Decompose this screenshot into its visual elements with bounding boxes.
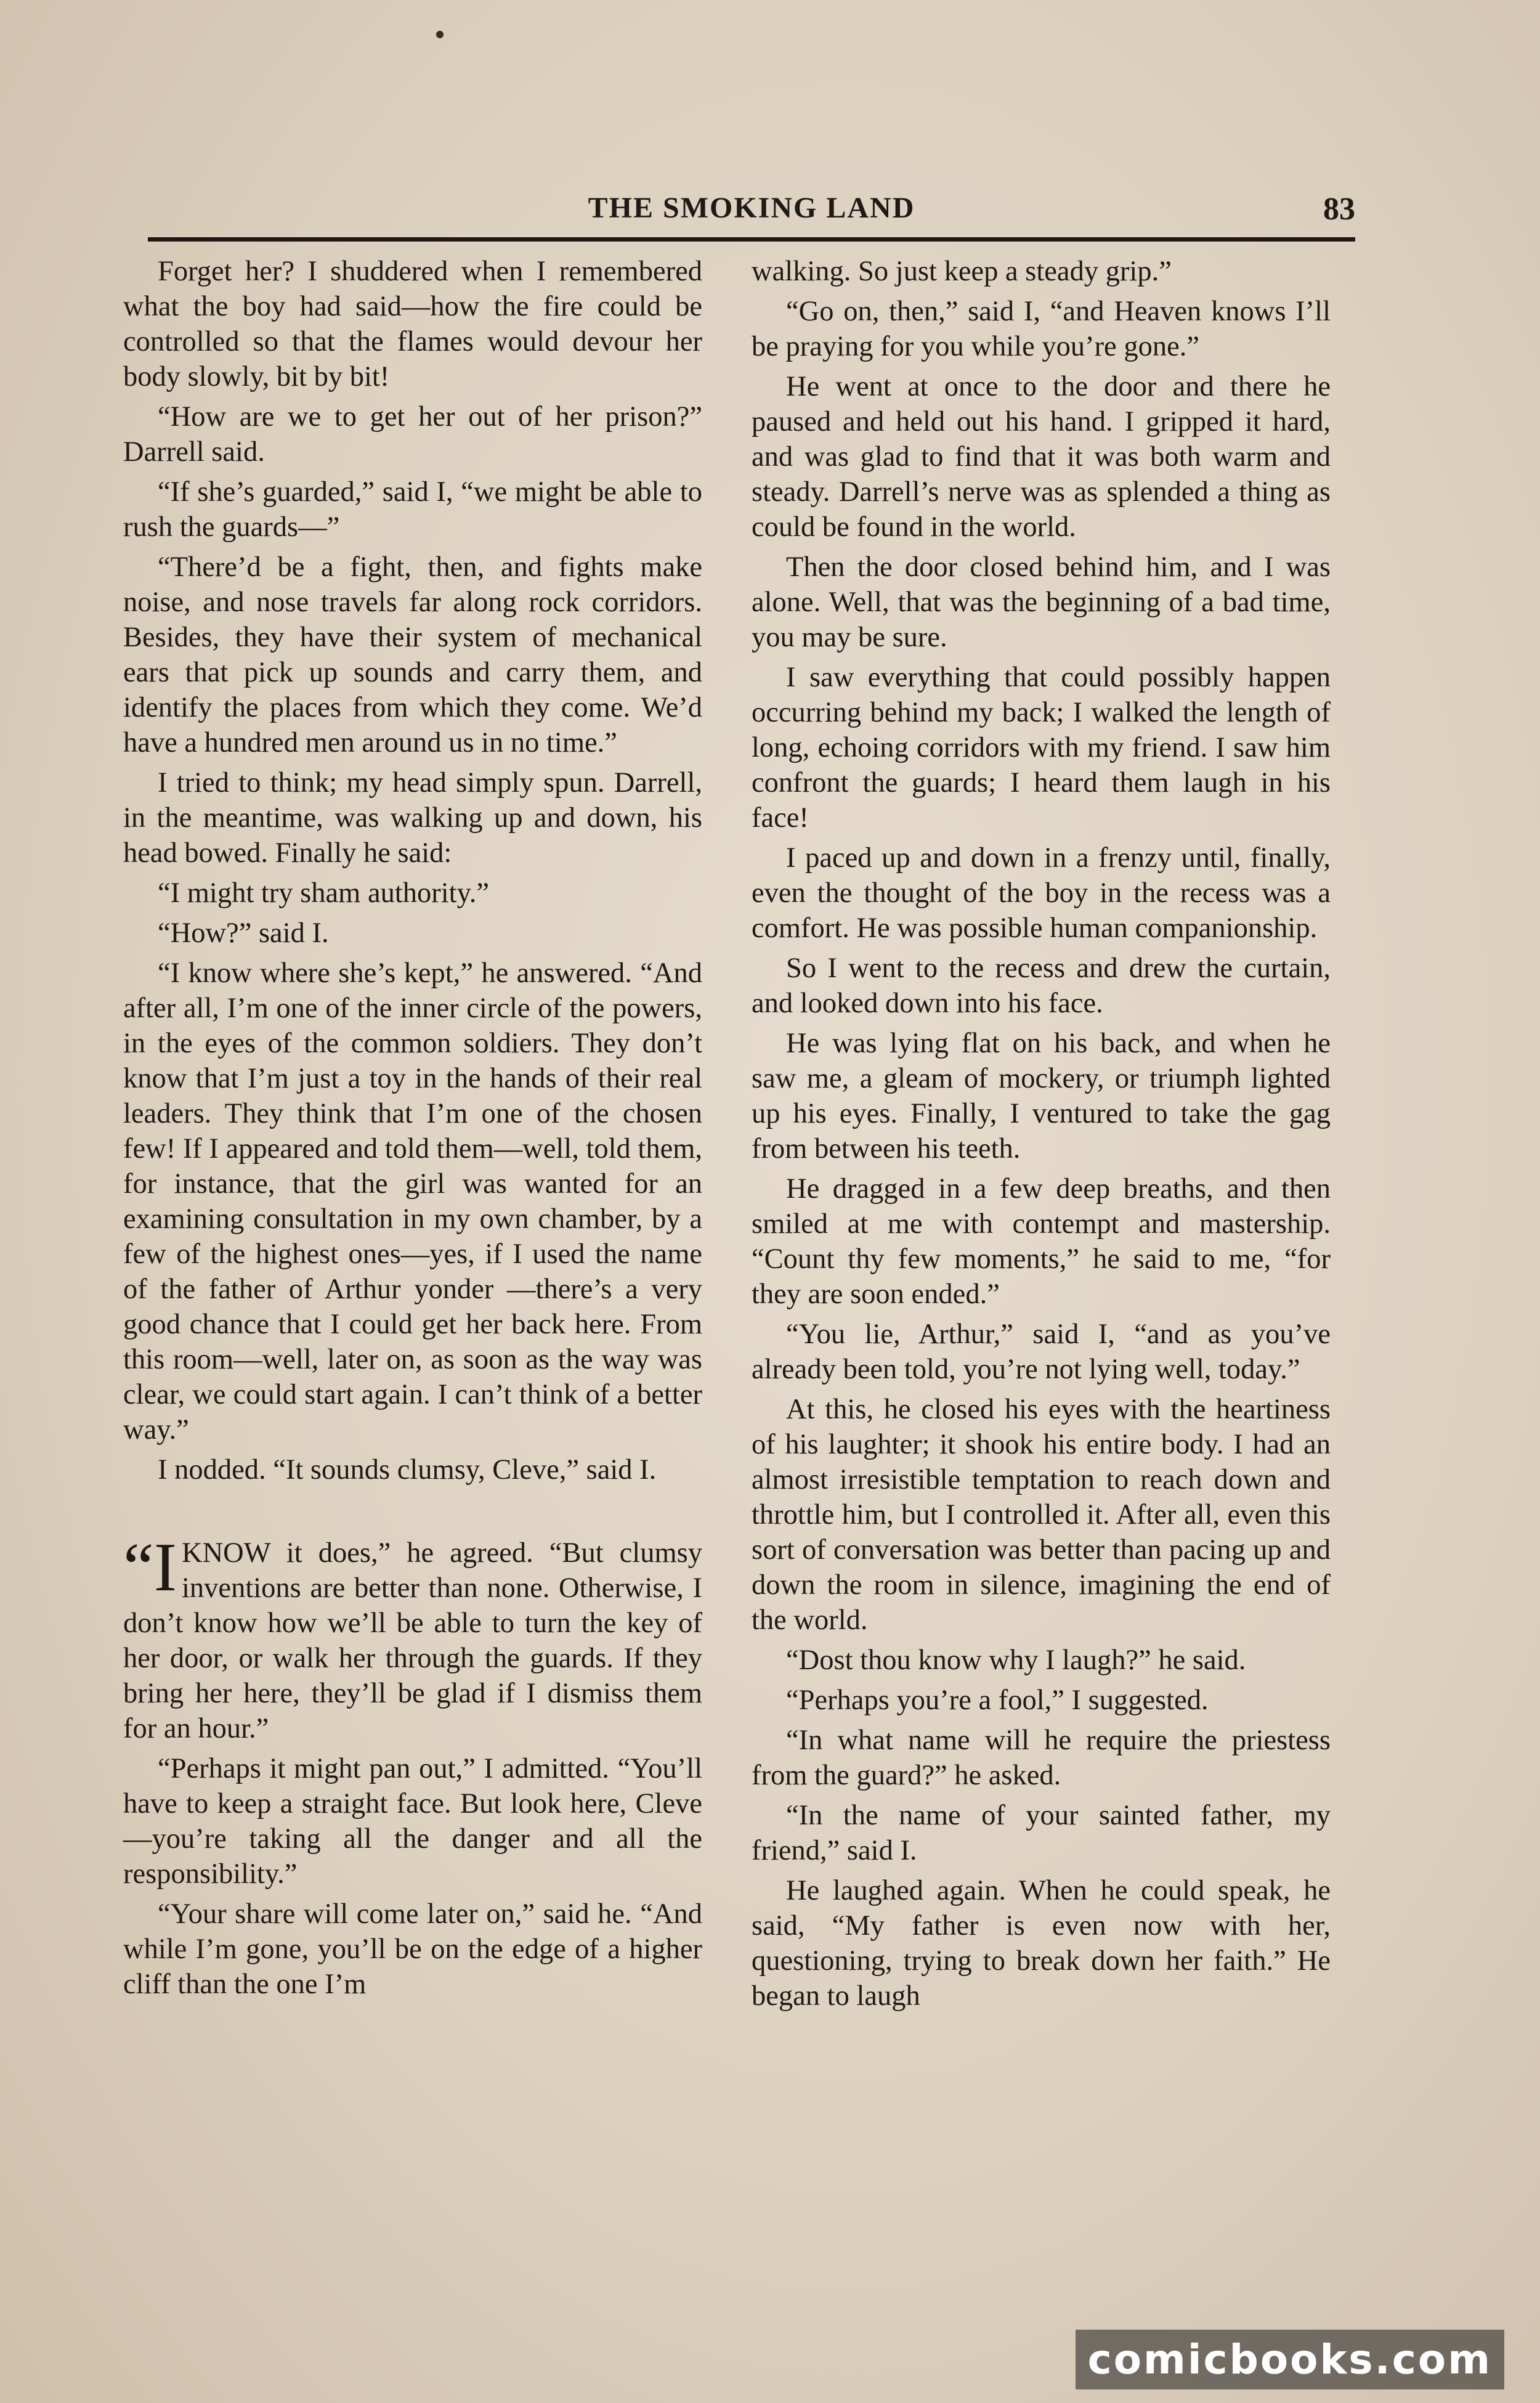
paragraph: “In the name of your sainted father, my friend,” said I. [752, 1800, 1331, 1866]
paragraph: “Perhaps it might pan out,” I admitted. “You’ll have to keep a straight face. But look here, Cleve—you’re taking all the danger and all the responsibility.” [123, 1753, 702, 1890]
paragraph: “There’d be a fight, then, and fights make noise, and nose travels far along rock corridors. Besides, they have their system of mechanical ears that pick up sounds and carry them, and identify the places from which they come. We’d have a hundred men around us in no time.” [123, 551, 702, 758]
paragraph: He laughed again. When he could speak, he said, “My father is even now with her, questioning, trying to break down her faith.” He began to laugh [752, 1875, 1331, 2012]
paragraph: I paced up and down in a frenzy until, finally, even the thought of the boy in the recess was a comfort. He was possible human companionship. [752, 842, 1331, 944]
paragraph: I nodded. “It sounds clumsy, Cleve,” said I. [158, 1454, 657, 1486]
paragraph: “I might try sham authority.” [158, 877, 490, 909]
paragraph: “In what name will he require the priestess from the guard?” he asked. [752, 1725, 1331, 1791]
ink-speck [436, 31, 444, 38]
paragraph: Then the door closed behind him, and I was alone. Well, that was the beginning of a bad time, you may be sure. [752, 551, 1331, 653]
paragraph: He went at once to the door and there he paused and held out his hand. I gripped it hard, and was glad to find that it was both warm and steady. Darrell’s nerve was as splended a thing as could be found in the world. [752, 371, 1331, 543]
paragraph: He was lying flat on his back, and when he saw me, a gleam of mockery, or triumph lighted up his eyes. Finally, I ventured to take the gag from between his teeth. [752, 1028, 1331, 1165]
left-column [123, 254, 702, 2007]
section-opening-text: KNOW it does,” he agreed. “But clumsy inventions are better than none. Otherwise, I don’t know how we’ll be able to turn the key of her door, or walk her through the guards. If they bring her here, they’ll be glad if I dismiss them for an hour.” [123, 1537, 702, 1744]
page-number: 83 [1323, 192, 1355, 227]
paragraph: “If she’s guarded,” said I, “we might be able to rush the guards—” [123, 476, 702, 543]
paragraph: “I know where she’s kept,” he answered. “And after all, I’m one of the inner circle of the powers, in the eyes of the common soldiers. They don’t know that I’m just a toy in the hands of their real leaders. They think that I’m one of the chosen few! If I appeared and told them—well, told them, for instance, that the girl was wanted for an examining consultation in my own chamber, by a few of the highest ones—yes, if I used the name of the father of Arthur yonder —there’s a very good chance that I could get her back here. From this room—well, later on, as soon as the way was clear, we could start again. I can’t think of a better way.” [123, 958, 703, 1445]
running-header [148, 185, 1355, 240]
paragraph: “Your share will come later on,” said he. “And while I’m gone, you’ll be on the edge of a higher cliff than the one I’m [123, 1898, 702, 2000]
paragraph: So I went to the recess and drew the curtain, and looked down into his face. [752, 953, 1331, 1019]
paragraph: At this, he closed his eyes with the heartiness of his laughter; it shook his entire body. I had an almost irresistible temptation to reach down and throttle him, but I controlled it. After all, even this sort of conversation was better than pacing up and down the room in silence, imagining the end of the world. [752, 1394, 1331, 1636]
paragraph-continuation: walking. So just keep a steady grip.” [752, 256, 1172, 287]
paragraph: “Go on, then,” said I, “and Heaven knows I’ll be praying for you while you’re gone.” [752, 296, 1331, 362]
site-watermark: comicbooks.com [1076, 2330, 1504, 2389]
paragraph: I tried to think; my head simply spun. Darrell, in the meantime, was walking up and down, his head bowed. Finally he said: [123, 767, 702, 869]
header-rule [148, 237, 1355, 242]
drop-cap: “I [123, 1529, 177, 1606]
paragraph: “Dost thou know why I laugh?” he said. [786, 1645, 1246, 1676]
paragraph: I saw everything that could possibly happen occurring behind my back; I walked the length of long, echoing corridors with my friend. I saw him confront the guards; I heard them laugh in his face! [752, 662, 1331, 834]
paragraph: He dragged in a few deep breaths, and then smiled at me with contempt and mastership. “Count thy few moments,” he said to me, “for they are soon ended.” [752, 1173, 1331, 1310]
paragraph: “How are we to get her out of her prison?” Darrell said. [123, 401, 702, 468]
paragraph: “How?” said I. [158, 917, 329, 949]
section-opening-paragraph [123, 1529, 702, 1746]
paragraph: “You lie, Arthur,” said I, “and as you’ve already been told, you’re not lying well, today.” [752, 1319, 1331, 1385]
paragraph: “Perhaps you’re a fool,” I suggested. [786, 1685, 1209, 1716]
section-break [123, 1492, 702, 1535]
right-column [752, 254, 1331, 2019]
paragraph: Forget her? I shuddered when I remembered what the boy had said—how the fire could be controlled so that the flames would devour her body slowly, bit by bit! [123, 256, 702, 392]
running-title: THE SMOKING LAND [588, 192, 915, 224]
